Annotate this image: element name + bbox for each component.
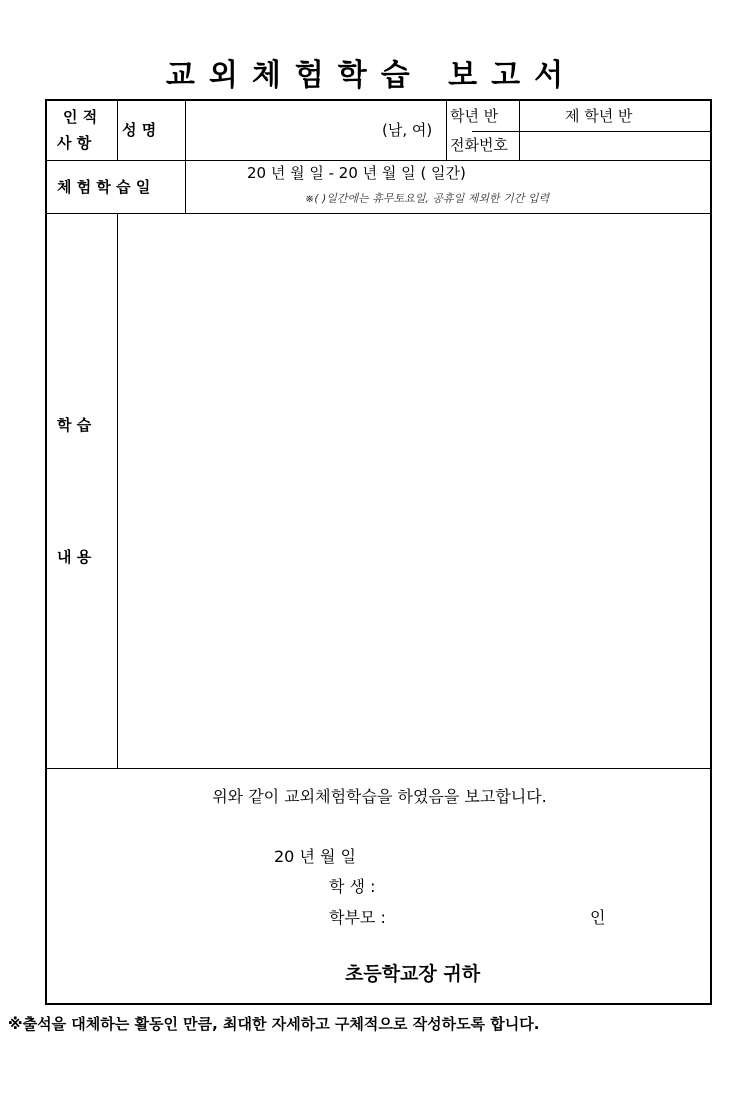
divider-period-content (47, 213, 712, 214)
period-dates[interactable]: 20 년 월 일 - 20 년 월 일 ( 일간) (247, 164, 466, 182)
gender-text: (남, 여) (382, 121, 433, 139)
seal-mark: 인 (590, 908, 606, 927)
period-note: ※( )일간에는 휴무토요일, 공휴일 제외한 기간 입력 (305, 192, 550, 205)
divider-name-grade (446, 101, 447, 160)
divider-section-name (117, 101, 118, 160)
divider-label-value (185, 101, 186, 213)
personal-section-label-2: 사 항 (57, 134, 92, 152)
grade-value[interactable]: 제 학년 반 (565, 107, 633, 125)
student-label: 학 생 : (329, 877, 376, 896)
report-date-line[interactable]: 20 년 월 일 (274, 847, 356, 866)
content-label-top: 학 습 (57, 416, 92, 434)
divider-grade-value (519, 101, 520, 160)
divider-grade-phone (472, 131, 712, 132)
content-textarea[interactable] (119, 215, 709, 765)
period-label: 체 험 학 습 일 (57, 178, 151, 196)
divider-content-label (117, 213, 118, 768)
divider-personal-period (47, 160, 712, 161)
grade-label: 학년 반 (450, 107, 499, 125)
report-statement: 위와 같이 교외체험학습을 하였음을 보고합니다. (212, 787, 547, 806)
name-label: 성 명 (122, 121, 157, 139)
personal-section-label-1: 인 적 (63, 108, 98, 126)
footnote: ※출석을 대체하는 활동인 만큼, 최대한 자세하고 구체적으로 작성하도록 합니다. (8, 1015, 540, 1033)
addressee: 초등학교장 귀하 (345, 963, 481, 985)
report-form (45, 99, 712, 1005)
divider-content-report (47, 768, 712, 769)
phone-label: 전화번호 (450, 136, 508, 154)
document-title: 교외체험학습 보고서 (165, 58, 578, 93)
phone-field[interactable] (527, 138, 707, 156)
parent-label: 학부모 : (329, 908, 386, 927)
content-label-bottom: 내 용 (57, 548, 92, 566)
